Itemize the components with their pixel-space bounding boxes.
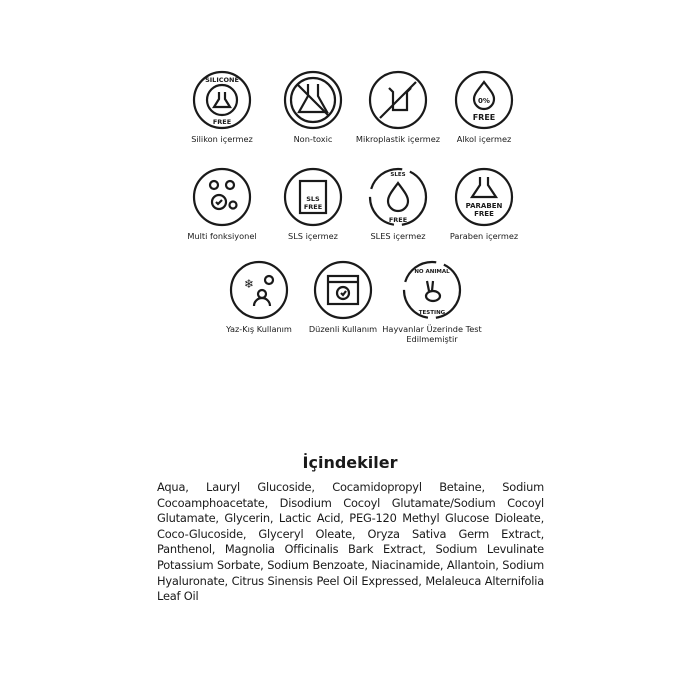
svg-text:PARABEN: PARABEN: [465, 202, 503, 210]
sles-free-icon: [368, 167, 428, 227]
badge-label: Multi fonksiyonel: [187, 231, 257, 241]
badge-label: SLES içermez: [370, 231, 426, 241]
svg-text:FREE: FREE: [388, 216, 408, 224]
svg-text:NO ANIMAL: NO ANIMAL: [414, 269, 450, 275]
ingredients-text: Aqua, Lauryl Glucoside, Cocamidopropyl Betaine, Sodium Cocoamphoacetate, Disodium Cocoyl Glutamate/Sodium Cocoyl Glutamate, Glycerin, Lactic Acid, PEG-120 Methyl Glucose Dioleate, Coco-Glucoside, Glyceryl Oleate, Oryza Sativa Germ Extract, Panthenol, Magnolia Officinalis Bark Extract, Sodium Levulinate Potassium Sorbate, Sodium Benzoate, Niacinamide, Allantoin, Sodium Hyaluronate, Citrus Sinensis Peel Oil Expressed, Melaleuca Alternifolia Leaf Oil: [157, 480, 544, 604]
svg-text:SLS: SLS: [306, 195, 320, 203]
badge-label: Hayvanlar Üzerinde Test Edilmemiştir: [382, 324, 482, 344]
svg-text:FREE: FREE: [303, 203, 323, 211]
badge-label: Yaz-Kış Kullanım: [226, 324, 292, 334]
svg-text:SILICONE: SILICONE: [205, 76, 239, 84]
svg-text:FREE: FREE: [474, 210, 494, 218]
badge-label: Düzenli Kullanım: [308, 324, 378, 334]
badge-no-microplastic: [348, 70, 448, 144]
badge-label: Silikon içermez: [191, 134, 253, 144]
badge-paraben-free: [434, 167, 534, 241]
badge-label: Alkol içermez: [456, 134, 512, 144]
badge-multi-function-gears: [172, 167, 272, 241]
badge-label: SLS içermez: [288, 231, 338, 241]
non-toxic-icon: [283, 70, 343, 130]
alcohol-free-icon: [454, 70, 514, 130]
paraben-free-icon: [454, 167, 514, 227]
calendar-check-icon: [313, 260, 373, 320]
sls-free-icon: [283, 167, 343, 227]
badge-silicone-free: [172, 70, 272, 144]
badge-label: Paraben içermez: [449, 231, 519, 241]
summer-winter-icon: [229, 260, 289, 320]
svg-text:TESTING: TESTING: [418, 310, 446, 316]
svg-text:FREE: FREE: [212, 118, 232, 126]
badge-calendar-check: [293, 260, 393, 334]
silicone-free-icon: [192, 70, 252, 130]
multi-function-gears-icon: [192, 167, 252, 227]
svg-text:FREE: FREE: [472, 113, 496, 122]
svg-text:❄: ❄: [243, 277, 255, 291]
badge-label: Non-toxic: [293, 134, 333, 144]
badge-sles-free: [348, 167, 448, 241]
badge-alcohol-free: [434, 70, 534, 144]
svg-text:SLES: SLES: [390, 172, 406, 178]
ingredients-title: İçindekiler: [302, 453, 398, 472]
svg-text:0%: 0%: [478, 97, 490, 105]
badge-no-animal-testing: [382, 260, 482, 344]
badge-label: Mikroplastik içermez: [355, 134, 441, 144]
no-animal-testing-icon: [402, 260, 462, 320]
no-microplastic-icon: [368, 70, 428, 130]
